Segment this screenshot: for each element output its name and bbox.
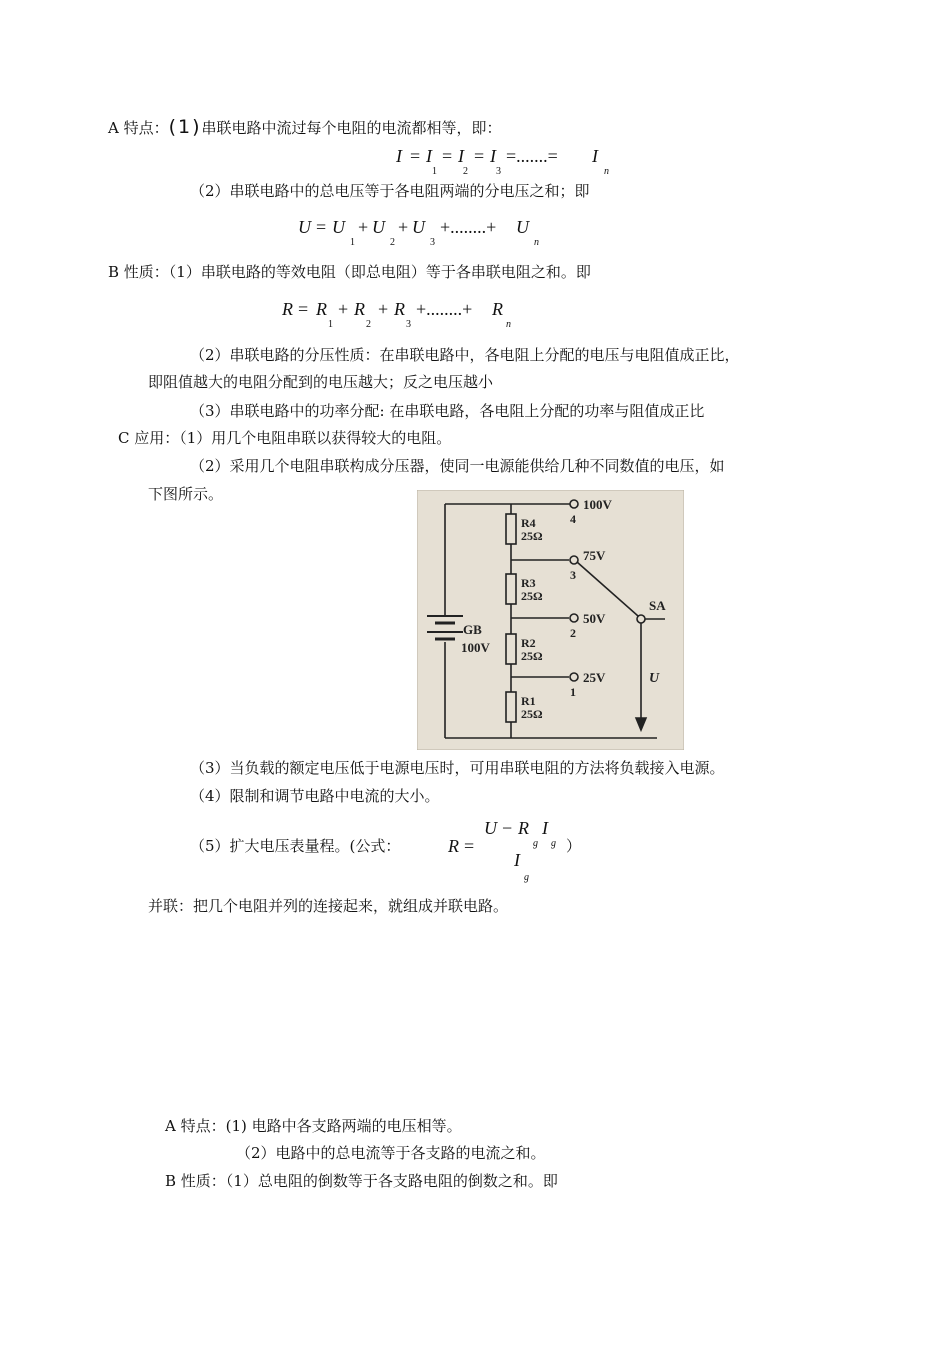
formula-range-sub-i: g — [551, 838, 556, 849]
formula-range-minus: − — [502, 818, 513, 838]
formula-resistance-s2: 2 — [366, 319, 371, 330]
series-c5-suffix: ） — [566, 837, 582, 855]
resistor-r3-name: R3 — [521, 576, 536, 590]
series-b2-line2: 即阻值越大的电阻分配到的电压越大；反之电压越小 — [148, 373, 494, 391]
formula-resistance-s3: 3 — [406, 319, 411, 330]
formula-current-sn: n — [604, 166, 609, 177]
series-c2-line2: 下图所示。 — [148, 485, 224, 503]
formula-current-s2: 2 — [463, 166, 468, 177]
formula-resistance-t1: R — [316, 299, 327, 319]
formula-resistance — [282, 299, 532, 333]
formula-resistance-sn: n — [506, 319, 511, 330]
formula-voltage-dots: +........+ — [440, 217, 497, 237]
series-b2-line1: （2）串联电路的分压性质：在串联电路中，各电阻上分配的电压与电阻值成正比， — [190, 346, 740, 364]
formula-meter-range — [448, 818, 580, 888]
formula-range-den-sub: g — [524, 872, 529, 883]
formula-voltage — [298, 217, 548, 251]
series-c5-prefix: （5）扩大电压表量程。(公式： — [190, 837, 401, 855]
formula-voltage-t3: U — [412, 217, 425, 237]
series-a-prefix: A 特点： — [108, 119, 169, 137]
resistor-r1-name: R1 — [521, 694, 536, 708]
formula-current-s1: 1 — [432, 166, 437, 177]
formula-current-dots: =.......= — [506, 146, 558, 166]
formula-range-num-r: R — [518, 818, 529, 838]
resistor-r1 — [506, 692, 516, 722]
formula-resistance-plus2: + — [378, 299, 389, 319]
resistor-r4-value: 25Ω — [521, 529, 543, 543]
tap-index-1: 1 — [570, 685, 576, 699]
series-c4-text: （4）限制和调节电路中电流的大小。 — [190, 787, 440, 805]
parallel-a1-text: A 特点：(1) 电路中各支路两端的电压相等。 — [165, 1117, 462, 1135]
switch-label: SA — [649, 598, 666, 613]
formula-voltage-s1: 1 — [350, 237, 355, 248]
tap-index-4: 4 — [570, 512, 576, 526]
series-a2-text: （2）串联电路中的总电压等于各电阻两端的分电压之和；即 — [190, 182, 590, 200]
formula-voltage-t1: U — [332, 217, 345, 237]
formula-voltage-plus2: + — [398, 217, 409, 237]
formula-current — [396, 146, 616, 180]
series-a1-text: 串联电路中流过每个电阻的电流都相等，即： — [201, 119, 502, 137]
formula-resistance-t3: R — [394, 299, 405, 319]
resistor-r4 — [506, 514, 516, 544]
formula-voltage-tn: U — [516, 217, 529, 237]
formula-resistance-dots: +........+ — [416, 299, 473, 319]
formula-current-eq2: = — [442, 146, 453, 166]
tap-terminal-1 — [570, 673, 578, 681]
tap-voltage-75v: 75V — [583, 548, 606, 563]
parallel-a2-text: （2）电路中的总电流等于各支路的电流之和。 — [236, 1144, 546, 1162]
formula-resistance-eq: = — [298, 299, 309, 319]
formula-range-num-u: U — [484, 818, 497, 838]
formula-voltage-plus1: + — [358, 217, 369, 237]
formula-resistance-tn: R — [492, 299, 503, 319]
formula-resistance-t2: R — [354, 299, 365, 319]
formula-current-eq3: = — [474, 146, 485, 166]
series-b3-text: （3）串联电路中的功率分配: 在串联电路，各电阻上分配的功率与阻值成正比 — [190, 402, 705, 420]
formula-current-tn: I — [592, 146, 598, 166]
formula-voltage-sn: n — [534, 237, 539, 248]
switch-pivot — [637, 615, 645, 623]
series-a1-number: (1) — [168, 116, 202, 138]
series-b-heading: B 性质：（1）串联电路的等效电阻（即总电阻）等于各串联电阻之和。即 — [108, 263, 591, 281]
series-c-heading: C 应用：（1）用几个电阻串联以获得较大的电阻。 — [118, 429, 452, 447]
formula-current-t2: I — [458, 146, 464, 166]
tap-terminal-4 — [570, 500, 578, 508]
voltage-divider-circuit-diagram — [417, 490, 684, 750]
formula-current-s3: 3 — [496, 166, 501, 177]
battery-value: 100V — [461, 640, 490, 655]
resistor-r4-name: R4 — [521, 516, 536, 530]
series-c2-line1: （2）采用几个电阻串联构成分压器，使同一电源能供给几种不同数值的电压，如 — [190, 457, 725, 475]
tap-index-3: 3 — [570, 568, 576, 582]
resistor-r2 — [506, 634, 516, 664]
formula-range-lhs: R — [448, 836, 459, 856]
resistor-r3 — [506, 574, 516, 604]
battery-label: GB — [463, 622, 482, 637]
formula-voltage-s3: 3 — [430, 237, 435, 248]
tap-voltage-50v: 50V — [583, 611, 606, 626]
resistor-r2-value: 25Ω — [521, 649, 543, 663]
formula-resistance-s1: 1 — [328, 319, 333, 330]
formula-range-num-i: I — [542, 818, 548, 838]
formula-range-den-i: I — [514, 850, 520, 870]
parallel-intro: 并联：把几个电阻并列的连接起来，就组成并联电路。 — [148, 897, 509, 915]
tap-terminal-2 — [570, 614, 578, 622]
formula-current-t3: I — [490, 146, 496, 166]
formula-range-eq: = — [464, 836, 475, 856]
series-a-line — [108, 117, 502, 138]
tap-voltage-100v: 100V — [583, 497, 612, 512]
formula-range-sub-r: g — [533, 838, 538, 849]
formula-voltage-lhs: U — [298, 217, 311, 237]
series-c3-text: （3）当负载的额定电压低于电源电压时，可用串联电阻的方法将负载接入电源。 — [190, 759, 725, 777]
tap-index-2: 2 — [570, 626, 576, 640]
resistor-r3-value: 25Ω — [521, 589, 543, 603]
formula-resistance-plus1: + — [338, 299, 349, 319]
formula-current-lhs: I — [396, 146, 402, 166]
formula-voltage-t2: U — [372, 217, 385, 237]
parallel-b1-text: B 性质：（1）总电阻的倒数等于各支路电阻的倒数之和。即 — [165, 1172, 558, 1190]
formula-resistance-lhs: R — [282, 299, 293, 319]
formula-current-eq: = — [410, 146, 421, 166]
output-voltage-label: U — [649, 671, 660, 686]
resistor-r1-value: 25Ω — [521, 707, 543, 721]
resistor-r2-name: R2 — [521, 636, 536, 650]
tap-voltage-25v: 25V — [583, 670, 606, 685]
formula-voltage-eq: = — [316, 217, 327, 237]
formula-current-t1: I — [426, 146, 432, 166]
formula-voltage-s2: 2 — [390, 237, 395, 248]
